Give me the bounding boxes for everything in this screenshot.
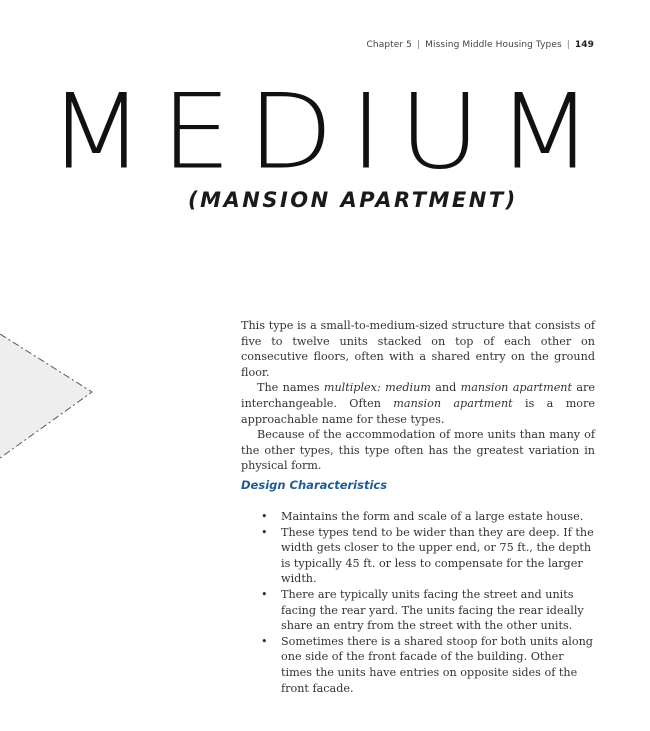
list-item: • Maintains the form and scale of a large estate house. <box>261 509 597 525</box>
emphasis-text: mansion apartment <box>393 396 513 410</box>
page-number: 149 <box>574 40 594 50</box>
list-item: • There are typically units facing the street and units facing the rear yard. The units facing the rear ideally share an entry from the street with the other units. <box>261 587 597 634</box>
running-head <box>367 40 594 50</box>
section-heading: Design Characteristics <box>241 478 388 492</box>
text-run: and <box>430 381 461 395</box>
page-title-text: MEDIUM <box>48 72 610 193</box>
running-head-title: Missing Middle Housing Types <box>425 40 562 50</box>
text-run: The names <box>257 381 324 395</box>
running-head-chapter: Chapter 5 <box>366 40 412 50</box>
intro-paragraph <box>241 380 595 427</box>
text-run: are interchangeable. Often <box>241 381 596 410</box>
page-title <box>48 68 610 197</box>
running-head-separator: | <box>417 40 421 50</box>
design-characteristics-list <box>261 509 597 696</box>
intro-paragraph: Because of the accommodation of more units than many of the other types, this type often has the greatest variation in physical form. <box>241 428 595 473</box>
list-item: • These types tend to be wider than they are deep. If the width gets closer to the upper end, or 75 ft., the depth is typically 45 ft. or less to compensate for the larger width. <box>261 525 597 587</box>
running-head-separator: | <box>566 40 570 50</box>
list-item: • Sometimes there is a shared stoop for both units along one side of the front facade of the building. Other times the units have entries on opposite sides of the front facade. <box>261 634 597 696</box>
intro-paragraph: This type is a small-to-medium-sized structure that consists of five to twelve units stacked on top of each other on consecutive floors, often with a shared entry on the ground floor. <box>241 319 595 379</box>
page-subtitle: (MANSION APARTMENT) <box>188 188 518 212</box>
decorative-triangle-graphic <box>0 320 100 460</box>
emphasis-text: multiplex: medium <box>323 381 431 395</box>
intro-text <box>241 318 595 474</box>
text-run: is a more approachable name for these types. <box>241 396 596 426</box>
emphasis-text: mansion apartment <box>460 381 573 395</box>
